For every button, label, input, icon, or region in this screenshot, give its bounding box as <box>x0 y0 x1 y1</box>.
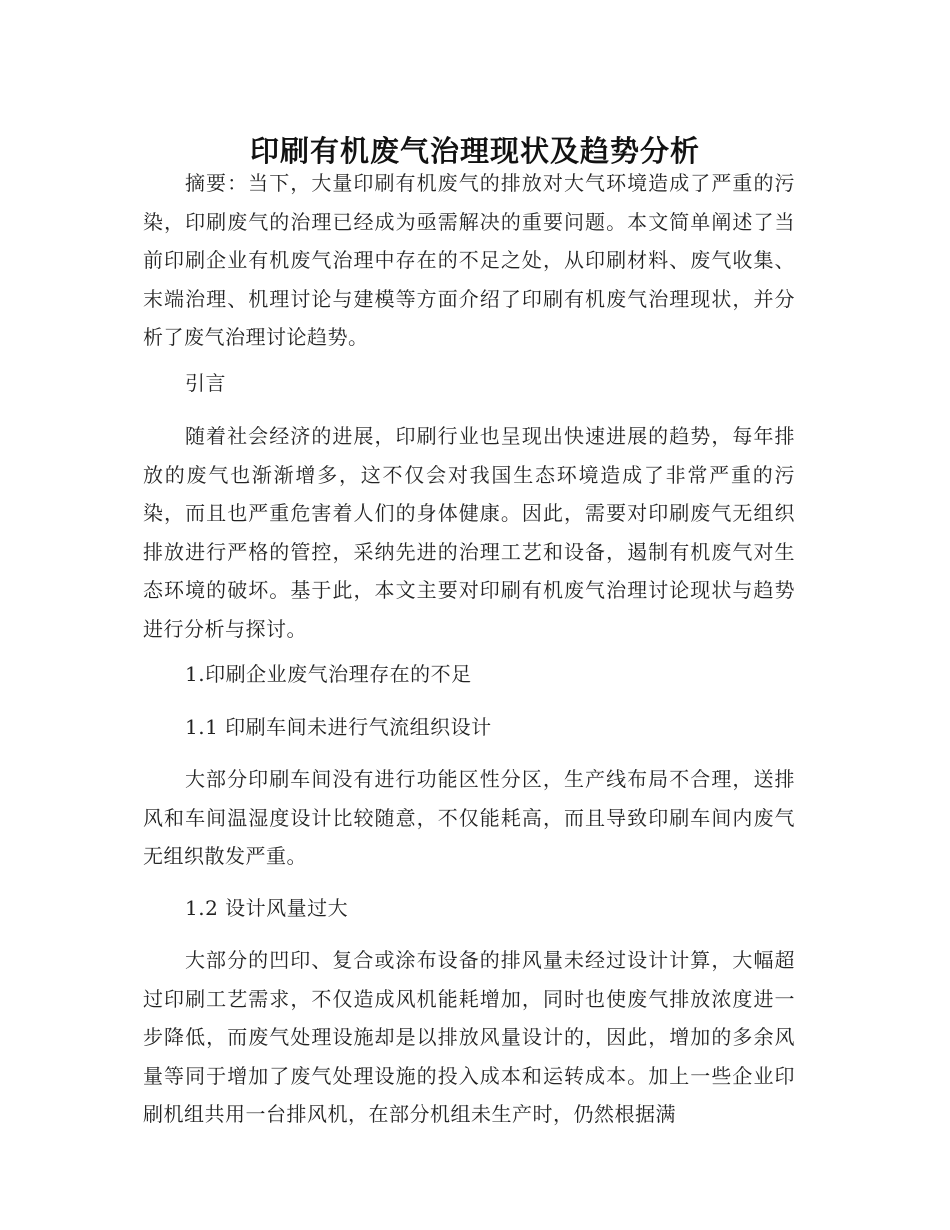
section-heading-1: 1.印刷企业废气治理存在的不足 <box>185 662 472 686</box>
intro-heading: 引言 <box>185 371 226 395</box>
intro-paragraph: 随着社会经济的进展，印刷行业也呈现出快速进展的趋势，每年排放的废气也渐渐增多，这不仅会对我国生态环境造成了非常严重的污染，而且也严重危害着人们的身体健康。因此，需要对印刷废气无组织排放进行严格的管控，采纳先进的治理工艺和设备，遏制有机废气对生态环境的破坏。基于此，本文主要对印刷有机废气治理讨论现状与趋势进行分析与探讨。 <box>143 424 795 641</box>
document-title: 印刷有机废气治理现状及趋势分析 <box>249 134 700 169</box>
section-1-2-paragraph: 大部分的凹印、复合或涂布设备的排风量未经过设计计算，大幅超过印刷工艺需求，不仅造成风机能耗增加，同时也使废气排放浓度进一步降低，而废气处理设施却是以排放风量设计的，因此，增加的多余风量等同于增加了废气处理设施的投入成本和运转成本。加上一些企业印刷机组共用一台排风机，在部分机组未生产时，仍然根据满 <box>143 948 795 1126</box>
section-heading-1-1: 1.1 印刷车间未进行气流组织设计 <box>185 715 492 739</box>
section-heading-1-2: 1.2 设计风量过大 <box>185 896 349 920</box>
section-1-1-paragraph: 大部分印刷车间没有进行功能区性分区，生产线布局不合理，送排风和车间温湿度设计比较随意，不仅能耗高，而且导致印刷车间内废气无组织散发严重。 <box>143 767 795 868</box>
abstract-paragraph: 摘要：当下，大量印刷有机废气的排放对大气环境造成了严重的污染，印刷废气的治理已经成为亟需解决的重要问题。本文简单阐述了当前印刷企业有机废气治理中存在的不足之处，从印刷材料、废气收集、末端治理、机理讨论与建模等方面介绍了印刷有机废气治理现状，并分析了废气治理讨论趋势。 <box>143 171 795 349</box>
